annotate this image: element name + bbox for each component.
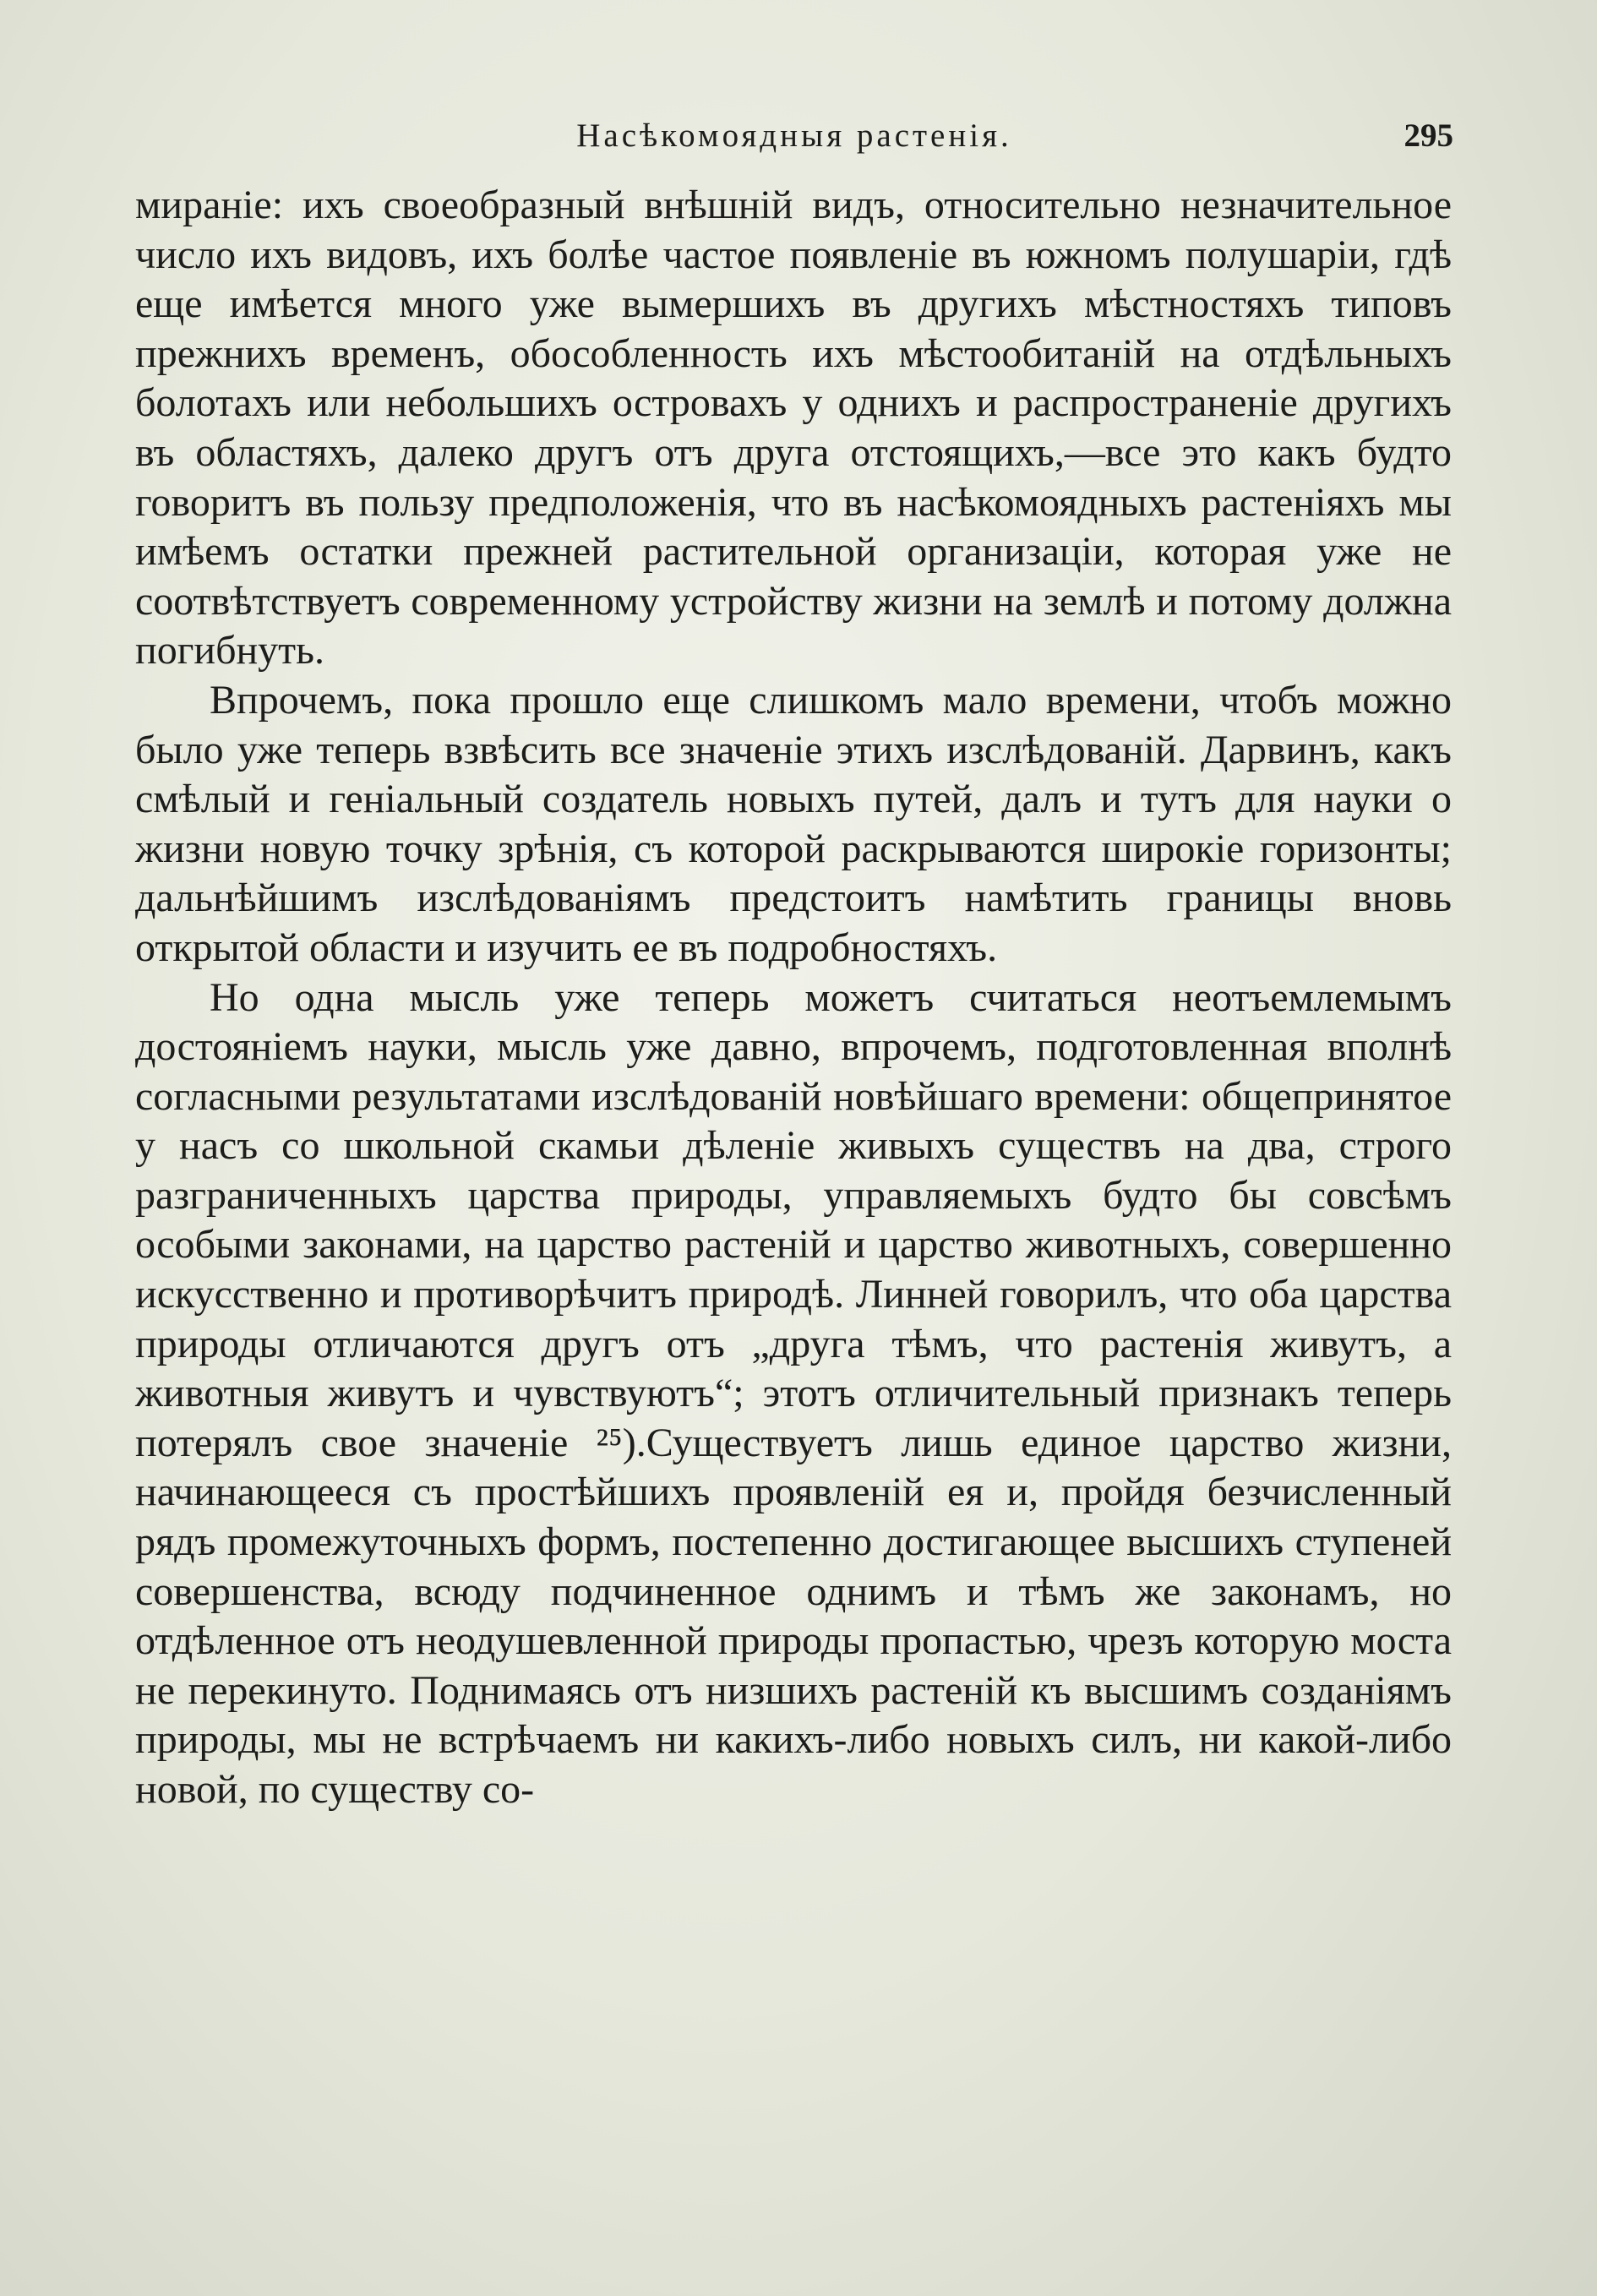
page-number: 295 xyxy=(1404,117,1453,154)
running-head xyxy=(135,112,1453,162)
paragraph-1: мираніе: ихъ своеобразный внѣшній видъ, относительно незначительное число ихъ видовъ, ихъ болѣе частое появленіе въ южномъ полушаріи, гдѣ еще имѣется много уже вымершихъ въ другихъ мѣстностяхъ типовъ прежнихъ временъ, обособленность ихъ мѣстообитаній на отдѣльныхъ болотахъ или небольшихъ островахъ у однихъ и распространеніе другихъ въ областяхъ, далеко другъ отъ друга отстоящихъ,—все это какъ будто говоритъ въ пользу предположенія, что въ насѣкомоядныхъ растеніяхъ мы имѣемъ остатки прежней растительной организаціи, которая уже не соотвѣтствуетъ современному устройству жизни на землѣ и потому должна погибнуть. xyxy=(135,183,1452,674)
paragraph-3: Но одна мысль уже теперь можетъ считаться неотъемлемымъ достояніемъ науки, мысль уже давно, впрочемъ, подготовленная вполнѣ согласными результатами изслѣдованій новѣйшаго времени: общепринятое у насъ со школьной скамьи дѣленіе живыхъ существъ на два, строго разграниченныхъ царства природы, управляемыхъ будто бы совсѣмъ особыми законами, на царство растеній и царство животныхъ, совершенно искусственно и противорѣчитъ природѣ. Линней говорилъ, что оба царства природы отличаются другъ отъ „друга тѣмъ, что растенія живутъ, а животныя живутъ и чувствуютъ“; этотъ отличительный признакъ теперь потерялъ свое значеніе ²⁵).Существуетъ лишь единое царство жизни, начинающееся съ простѣйшихъ проявленій ея и, пройдя безчисленный рядъ промежуточныхъ формъ, постепенно достигающее высшихъ ступеней совершенства, всюду подчиненное однимъ и тѣмъ же законамъ, но отдѣленное отъ неодушевленной природы пропастью, чрезъ которую моста не перекинуто. Поднимаясь отъ низшихъ растеній къ высшимъ созданіямъ природы, мы не встрѣчаемъ ни какихъ-либо новыхъ силъ, ни какой-либо новой, по существу со- xyxy=(135,974,1452,1812)
body-text xyxy=(135,181,1452,1815)
running-title: Насѣкомоядныя растенія. xyxy=(576,117,1012,154)
paragraph-2: Впрочемъ, пока прошло еще слишкомъ мало времени, чтобъ можно было уже теперь взвѣсить все значеніе этихъ изслѣдованій. Дарвинъ, какъ смѣлый и геніальный создатель новыхъ путей, далъ и тутъ для науки о жизни новую точку зрѣнія, съ которой раскрываются широкіе горизонты; дальнѣйшимъ изслѣдованіямъ предстоитъ намѣтить границы вновь открытой области и изучить ее въ подробностяхъ. xyxy=(135,677,1452,970)
